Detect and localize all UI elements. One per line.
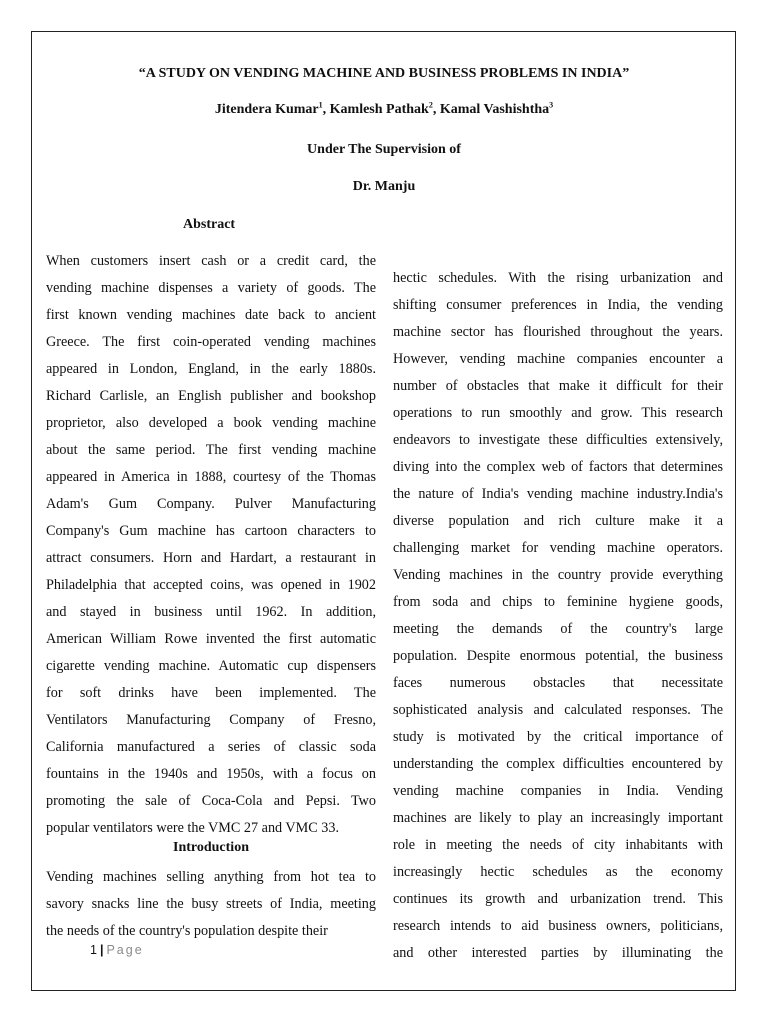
- text-line: American William Rowe invented the first automatic: [46, 631, 376, 647]
- text-line: research intends to aid business owners, politicians,: [393, 918, 723, 934]
- text-line: Philadelphia that accepted coins, was opened in 1902: [46, 577, 376, 593]
- text-line: faces numerous obstacles that necessitate: [393, 675, 723, 691]
- text-line: When customers insert cash or a credit card, the: [46, 253, 376, 269]
- text-line: role in meeting the needs of city inhabitants with: [393, 837, 723, 853]
- text-line: diverse population and rich culture make it a: [393, 513, 723, 529]
- supervision-line: Under The Supervision of: [307, 142, 461, 157]
- text-line: first known vending machines date back to ancient: [46, 307, 376, 323]
- text-line: Richard Carlisle, an English publisher and bookshop: [46, 388, 376, 404]
- text-line: Company's Gum machine has cartoon characters to: [46, 523, 376, 539]
- text-line: and other interested parties by illuminating the: [393, 945, 723, 961]
- text-line: Vending machines in the country provide everything: [393, 567, 723, 583]
- text-line: California manufactured a series of classic soda: [46, 739, 376, 755]
- abstract-heading: Abstract: [183, 217, 236, 232]
- introduction-body: [46, 864, 376, 945]
- text-line: However, vending machine companies encounter a: [393, 351, 723, 367]
- text-line: hectic schedules. With the rising urbanization and: [393, 270, 723, 286]
- text-line: operations to run smoothly and grow. This research: [393, 405, 723, 421]
- text-line: savory snacks line the busy streets of India, meeting: [46, 896, 376, 912]
- text-line: diving into the complex web of factors that determines: [393, 459, 723, 475]
- text-line: popular ventilators were the VMC 27 and VMC 33.: [46, 820, 340, 836]
- text-line: endeavors to investigate these difficulties extensively,: [393, 432, 723, 448]
- text-line: machine sector has flourished throughout the years.: [393, 324, 723, 340]
- page-footer: [90, 943, 144, 957]
- author-affiliation: 3: [549, 100, 554, 110]
- author-name: Kamal Vashishtha: [439, 102, 550, 117]
- text-line: cigarette vending machine. Automatic cup dispensers: [46, 658, 376, 674]
- author-separator: ,: [432, 102, 440, 117]
- text-line: Adam's Gum Company. Pulver Manufacturing: [46, 496, 376, 512]
- text-line: meeting the demands of the country's large: [393, 621, 723, 637]
- page-label: Page: [106, 943, 144, 957]
- paper-title: “A STUDY ON VENDING MACHINE AND BUSINESS PROBLEMS IN INDIA”: [138, 66, 630, 81]
- author-name: Jitendera Kumar: [214, 102, 319, 117]
- text-line: number of obstacles that make it difficult for their: [393, 378, 723, 394]
- author-list: [0, 102, 768, 118]
- text-line: vending machine dispenses a variety of goods. The: [46, 280, 376, 296]
- text-line: population. Despite enormous potential, the business: [393, 648, 723, 664]
- text-line: from soda and chips to feminine hygiene goods,: [393, 594, 723, 610]
- right-column-body: [393, 265, 723, 967]
- author-separator: ,: [322, 102, 330, 117]
- text-line: proprietor, also developed a book vending machine: [46, 415, 376, 431]
- text-line: understanding the complex difficulties encountered by: [393, 756, 723, 772]
- text-line: the nature of India's vending machine industry.India's: [393, 486, 723, 502]
- text-line: Ventilators Manufacturing Company of Fresno,: [46, 712, 376, 728]
- author-name: Kamlesh Pathak: [329, 102, 429, 117]
- text-line: and stayed in business until 1962. In addition,: [46, 604, 376, 620]
- text-line: attract consumers. Horn and Hardart, a restaurant in: [46, 550, 376, 566]
- text-line: about the same period. The first vending machine: [46, 442, 376, 458]
- author-affiliation: 2: [428, 100, 433, 110]
- page-number: 1: [90, 943, 97, 957]
- text-line: fountains in the 1940s and 1950s, with a focus on: [46, 766, 376, 782]
- text-line: appeared in America in 1888, courtesy of the Thomas: [46, 469, 376, 485]
- text-line: study is motivated by the critical importance of: [393, 729, 723, 745]
- text-line: promoting the sale of Coca-Cola and Pepsi. Two: [46, 793, 376, 809]
- text-line: Vending machines selling anything from hot tea to: [46, 869, 376, 885]
- text-line: Greece. The first coin-operated vending machines: [46, 334, 376, 350]
- text-line: the needs of the country's population despite their: [46, 923, 328, 939]
- supervisor-name: Dr. Manju: [352, 179, 416, 194]
- text-line: continues its growth and urbanization trend. This: [393, 891, 723, 907]
- text-line: increasingly hectic schedules as the economy: [393, 864, 723, 880]
- text-line: vending machine companies in India. Vending: [393, 783, 723, 799]
- footer-separator: |: [99, 943, 104, 957]
- introduction-heading: Introduction: [173, 840, 249, 855]
- abstract-body: [46, 248, 376, 842]
- text-line: appeared in London, England, in the early 1880s.: [46, 361, 376, 377]
- text-line: sophisticated analysis and calculated responses. The: [393, 702, 723, 718]
- text-line: challenging market for vending machine operators.: [393, 540, 723, 556]
- text-line: for soft drinks have been implemented. The: [46, 685, 376, 701]
- text-line: shifting consumer preferences in India, the vending: [393, 297, 723, 313]
- text-line: machines are likely to play an increasingly important: [393, 810, 723, 826]
- author-affiliation: 1: [318, 100, 323, 110]
